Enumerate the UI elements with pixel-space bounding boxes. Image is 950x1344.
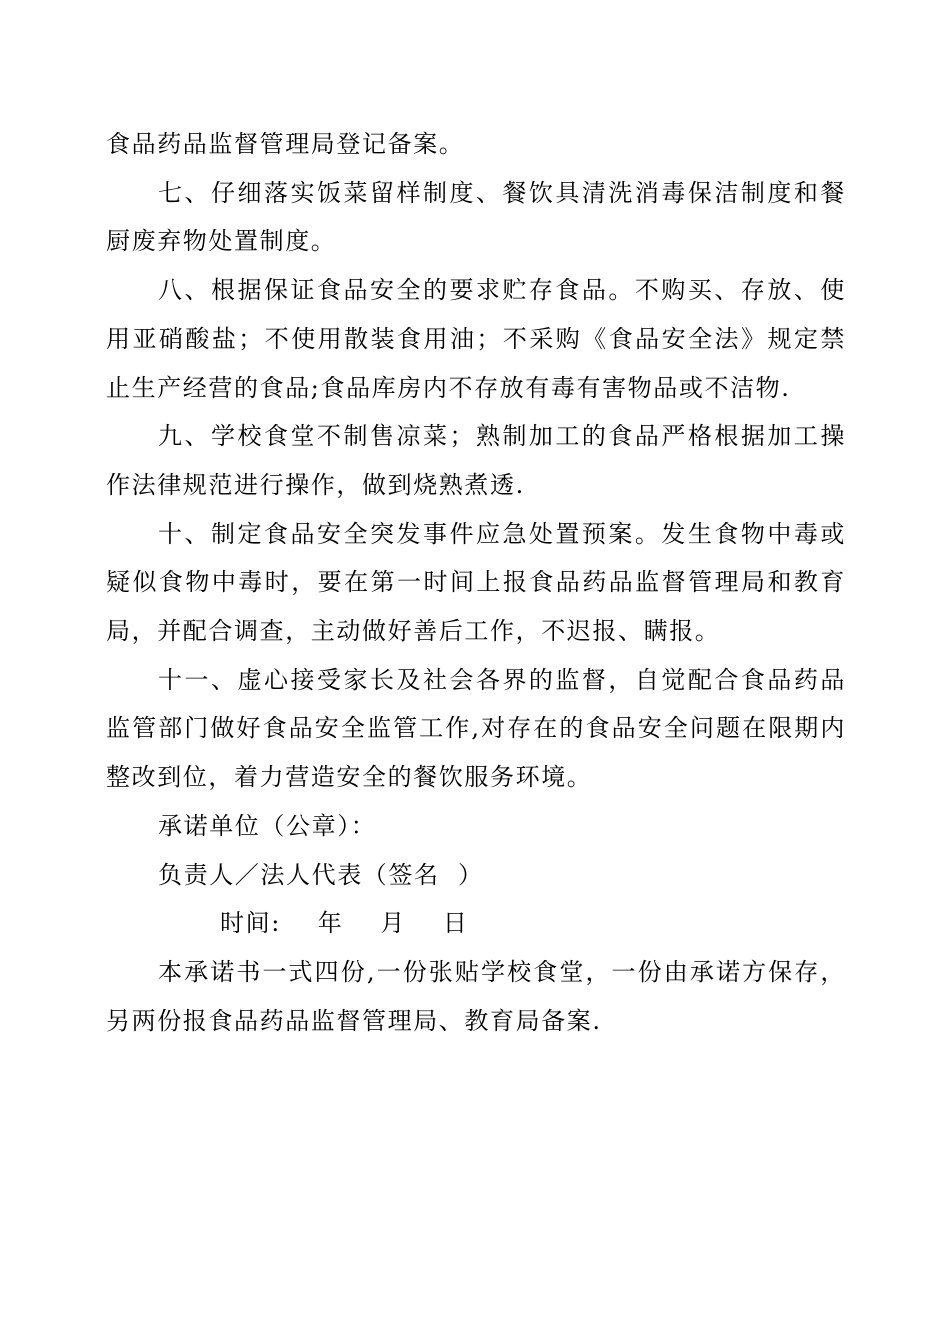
signature-person-line: 负责人／法人代表（签名 ）: [158, 860, 484, 889]
paragraph-continuation: 食品药品监督管理局登记备案。: [106, 130, 465, 158]
document-body: [106, 120, 846, 1045]
paragraph-item-7: 七、仔细落实饭菜留样制度、餐饮具清洗消毒保洁制度和餐厨废弃物处置制度。: [106, 178, 846, 256]
signature-unit-line: 承诺单位（公章）：: [158, 811, 377, 840]
closing-paragraph: 本承诺书一式四份,一份张贴学校食堂，一份由承诺方保存，另两份报食品药品监督管理局、教育局备案.: [106, 957, 846, 1035]
paragraph-item-8: 八、根据保证食品安全的要求贮存食品。不购买、存放、使用亚硝酸盐；不使用散装食用油；不采购《食品安全法》规定禁止生产经营的食品;食品库房内不存放有毒有害物品或不洁物.: [106, 276, 846, 402]
paragraph-item-11: 十一、虚心接受家长及社会各界的监督，自觉配合食品药品监管部门做好食品安全监管工作,对存在的食品安全问题在限期内整改到位，着力营造安全的餐饮服务环境。: [106, 665, 846, 792]
paragraph-item-9: 九、学校食堂不制售凉菜；熟制加工的食品严格根据加工操作法律规范进行操作，做到烧熟煮透.: [106, 422, 846, 499]
paragraph-item-10: 十、制定食品安全突发事件应急处置预案。发生食物中毒或疑似食物中毒时，要在第一时间上报食品药品监督管理局和教育局，并配合调查，主动做好善后工作，不迟报、瞒报。: [106, 519, 846, 646]
signature-date-line: 时间: 年 月 日: [220, 909, 469, 938]
